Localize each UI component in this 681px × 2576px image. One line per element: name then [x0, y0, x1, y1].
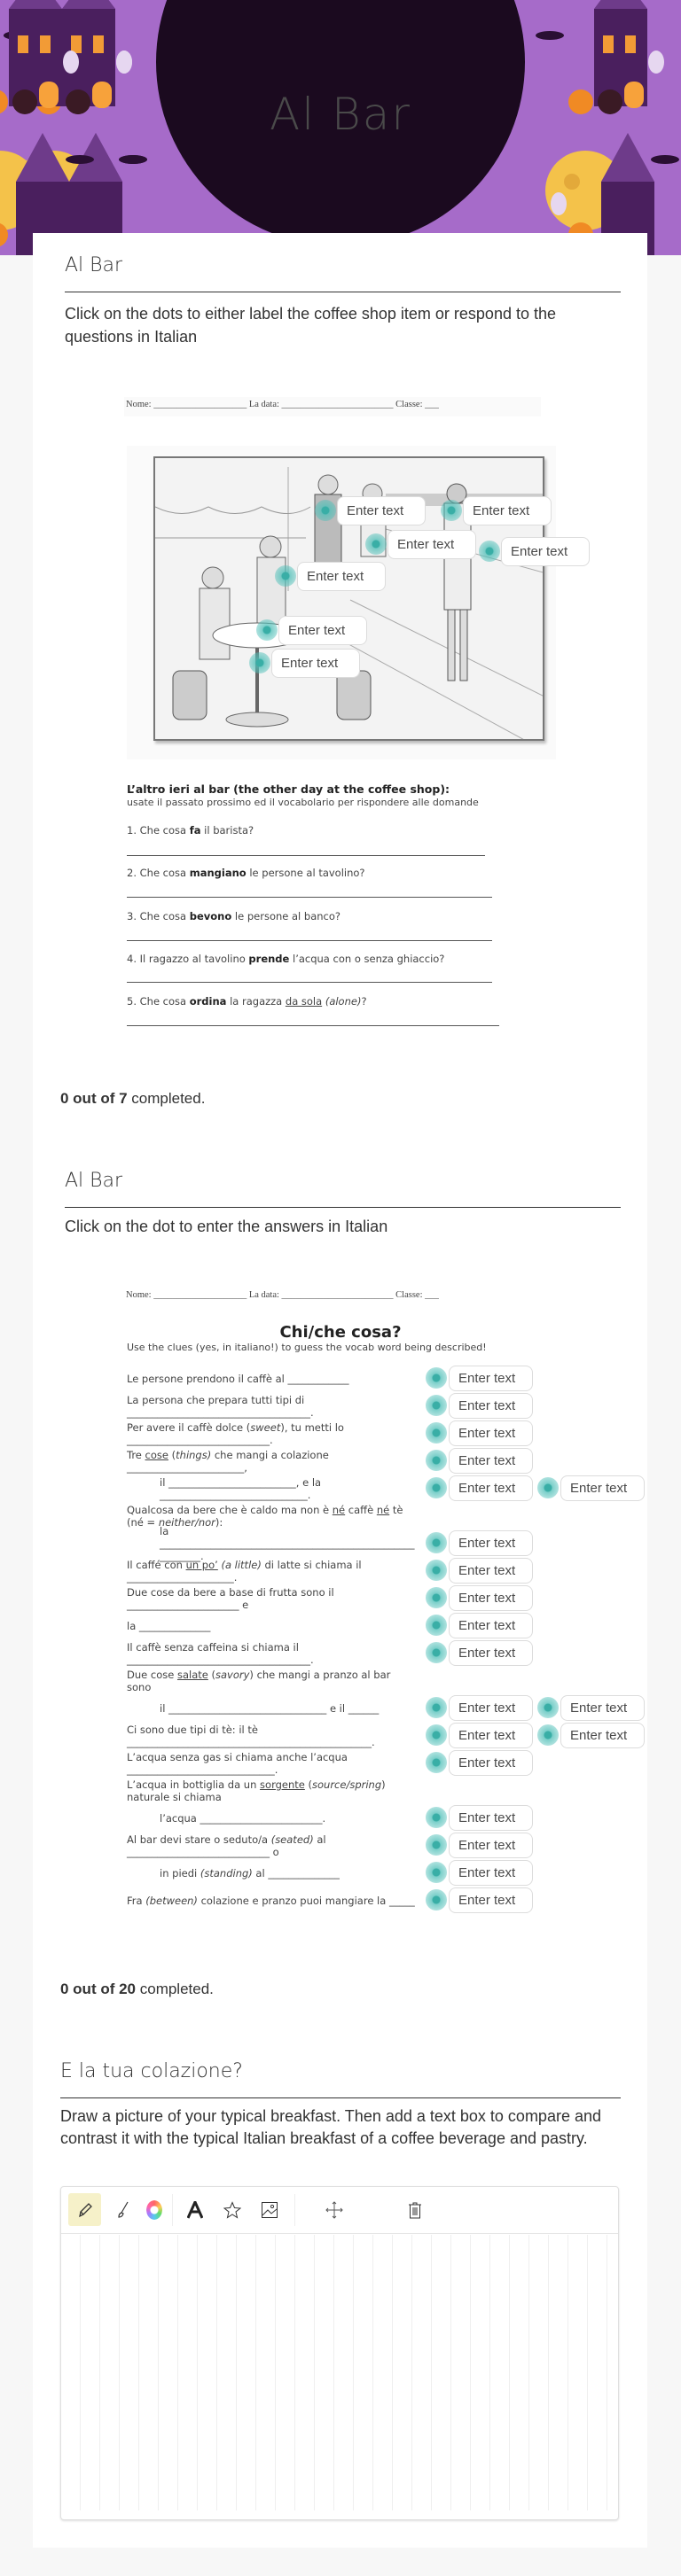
clue-line [127, 1524, 415, 1562]
text-segment: things) [176, 1448, 212, 1461]
hotspot-input[interactable] [449, 1448, 533, 1474]
worksheet-subheading: usate il passato prossimo ed il vocabolario per rispondere alle domande [127, 797, 479, 808]
color-picker-button[interactable] [137, 2193, 170, 2226]
text-segment: il _________________________, e la _____________________________. [160, 1475, 322, 1501]
banner-title: Al Bar [270, 89, 411, 140]
clue-line [127, 1392, 415, 1420]
hotspot-input[interactable] [278, 616, 367, 645]
progress-suffix: completed. [136, 1981, 214, 1997]
text-segment: al ______________ [252, 1866, 340, 1879]
hotspot-dot[interactable] [537, 1697, 559, 1718]
text-segment: Per avere il caffè dolce ( [127, 1420, 251, 1434]
clue-line [127, 1584, 415, 1612]
hotspot-dot[interactable] [426, 1587, 447, 1608]
clue-text [127, 1669, 415, 1693]
clue-text [127, 1421, 415, 1446]
clue-line [127, 1557, 415, 1584]
brush-icon [114, 2200, 132, 2220]
divider [65, 1207, 621, 1208]
brush-tool-button[interactable] [106, 2193, 139, 2226]
text-segment: cose [145, 1448, 168, 1461]
hotspot-dot[interactable] [365, 533, 387, 555]
hotspot-dot[interactable] [249, 652, 270, 673]
text-segment: (a little) [221, 1558, 262, 1571]
section-description: Click on the dots to either label the coffee shop item or respond to the questions in Italian [65, 305, 557, 346]
text-segment: la ragazza [226, 995, 286, 1008]
clue-text [127, 1895, 415, 1907]
progress-suffix: completed. [127, 1090, 206, 1107]
question-3 [127, 910, 340, 922]
clue-line [127, 1804, 415, 1832]
clue-line [127, 1722, 415, 1749]
hotspot-input[interactable] [449, 1613, 533, 1638]
hotspot-input[interactable] [449, 1860, 533, 1886]
stamp-tool-button[interactable] [215, 2193, 248, 2226]
text-segment: in piedi [160, 1866, 200, 1879]
hotspot-input[interactable] [387, 530, 476, 559]
hotspot-input[interactable] [449, 1420, 533, 1446]
text-segment: (seated) [270, 1833, 314, 1846]
text-segment: 5. Che cosa [127, 995, 190, 1008]
hotspot-input[interactable] [449, 1530, 533, 1556]
text-segment: ), tu metti lo ____________________________. [127, 1420, 344, 1446]
clue-text [127, 1449, 415, 1474]
progress-count: 0 out of 20 [60, 1981, 137, 1997]
clue-text [127, 1559, 415, 1584]
divider [60, 2097, 621, 2098]
progress-text [60, 1090, 205, 1108]
section-title: Al Bar [65, 1170, 123, 1192]
worksheet-subtitle: Use the clues (yes, in italiano!) to guess the vocab word being described! [127, 1342, 487, 1353]
star-icon [223, 2201, 241, 2219]
move-icon [325, 2201, 343, 2219]
text-segment: ( [207, 1668, 215, 1681]
hotspot-dot[interactable] [315, 500, 336, 521]
text-segment: (between) [145, 1894, 198, 1907]
text-segment: un po’ [185, 1558, 218, 1571]
clue-text [160, 1476, 415, 1501]
hotspot-dot[interactable] [426, 1532, 447, 1553]
hotspot-dot[interactable] [426, 1367, 447, 1389]
hotspot-input[interactable] [297, 562, 386, 591]
hotspot-dot[interactable] [426, 1477, 447, 1498]
text-segment: salate [176, 1668, 208, 1681]
move-tool-button[interactable] [317, 2193, 350, 2226]
text-segment: né [332, 1503, 346, 1516]
text-segment: Il caffé con [127, 1558, 186, 1571]
text-segment: la __________________________________________________________. [160, 1524, 415, 1562]
text-segment: neither/nor [158, 1515, 215, 1529]
text-segment: 1. Che cosa [127, 824, 190, 837]
hotspot-dot[interactable] [275, 565, 296, 587]
hotspot-dot[interactable] [426, 1889, 447, 1911]
clue-line [127, 1420, 415, 1447]
hotspot-dot[interactable] [426, 1615, 447, 1636]
clue-text [127, 1394, 415, 1419]
hotspot-input[interactable] [449, 1833, 533, 1858]
clue-line [127, 1887, 415, 1914]
text-segment: la ______________ [127, 1619, 211, 1632]
clue-text [127, 1586, 415, 1611]
clue-text [160, 1812, 415, 1825]
hotspot-dot[interactable] [426, 1834, 447, 1856]
section-title: E la tua colazione? [60, 2060, 243, 2082]
text-segment: savory [215, 1668, 250, 1681]
drawing-toolbar [61, 2187, 618, 2234]
text-segment: ) che mangi a pranzo al bar sono [127, 1668, 391, 1693]
drawing-canvas[interactable] [60, 2186, 619, 2520]
hotspot-input[interactable] [449, 1805, 533, 1831]
answer-line [127, 897, 492, 898]
worksheet-title: Chi/che cosa? [279, 1323, 402, 1342]
text-segment: Tre [127, 1448, 145, 1461]
hotspot-dot[interactable] [537, 1724, 559, 1746]
text-segment: L’acqua in bottiglia da un [127, 1778, 261, 1791]
hotspot-dot[interactable] [426, 1450, 447, 1471]
clue-line [127, 1832, 415, 1859]
clue-text [160, 1867, 415, 1879]
text-tool-button[interactable] [178, 2193, 211, 2226]
canvas-grid[interactable] [61, 2235, 618, 2510]
text-segment: ): [215, 1515, 223, 1529]
text-segment: ( [168, 1448, 176, 1461]
text-segment: le persone al tavolino? [246, 867, 365, 879]
text-segment: tè (né = [127, 1503, 403, 1529]
text-segment: ( [304, 1778, 313, 1791]
worksheet-header: Nome: ____________________ La data: ________________________ Classe: ___ [126, 1290, 439, 1300]
text-segment: fa [189, 824, 201, 837]
hotspot-dot[interactable] [256, 619, 278, 641]
hotspot-input[interactable] [560, 1695, 645, 1721]
text-segment: Le persone prendono il caffè al ____________ [127, 1372, 349, 1385]
hotspot-input[interactable] [501, 537, 590, 566]
hotspot-input[interactable] [449, 1393, 533, 1419]
text-segment: Ci sono due tipi di tè: il tè ________________________________________________. [127, 1723, 375, 1748]
hotspot-dot[interactable] [479, 541, 500, 562]
pencil-tool-button[interactable] [68, 2193, 101, 2226]
text-segment: da sola [285, 995, 323, 1008]
clue-line [127, 1859, 415, 1887]
text-segment: 3. Che cosa [127, 910, 190, 922]
progress-text [60, 1981, 214, 1998]
delete-button[interactable] [398, 2193, 431, 2226]
text-segment: il _______________________________ e il ______ [160, 1701, 380, 1715]
answer-line [127, 1025, 499, 1026]
text-segment: Fra [127, 1894, 146, 1907]
text-segment: 2. Che cosa [127, 867, 190, 879]
clue-line [127, 1694, 415, 1722]
hotspot-dot[interactable] [426, 1697, 447, 1718]
hotspot-dot[interactable] [426, 1807, 447, 1828]
clue-text [127, 1373, 415, 1385]
hotspot-dot[interactable] [426, 1724, 447, 1746]
clue-text [127, 1778, 415, 1803]
hotspot-input[interactable] [449, 1366, 533, 1391]
text-segment: La persona che prepara tutti tipi di ____________________________________. [127, 1393, 314, 1419]
clue-line [127, 1667, 415, 1694]
clue-text [127, 1641, 415, 1666]
hotspot-input[interactable] [449, 1640, 533, 1666]
text-segment: il barista? [200, 824, 254, 837]
question-2 [127, 867, 365, 879]
hotspot-input[interactable] [449, 1558, 533, 1584]
hotspot-input[interactable] [449, 1585, 533, 1611]
image-icon [261, 2201, 278, 2219]
hotspot-input[interactable] [449, 1695, 533, 1721]
trash-icon [408, 2201, 422, 2219]
question-5 [127, 995, 367, 1008]
clue-line [127, 1612, 415, 1639]
hotspot-input[interactable] [560, 1475, 645, 1501]
hotspot-input[interactable] [449, 1475, 533, 1501]
text-segment: l’acqua ________________________. [160, 1811, 326, 1825]
hotspot-input[interactable] [449, 1750, 533, 1776]
clue-line [127, 1777, 415, 1804]
toolbar-divider [294, 2194, 295, 2226]
text-segment: al ____________________________ o [127, 1833, 326, 1858]
section-title: Al Bar [65, 254, 123, 276]
hotspot-input[interactable] [337, 496, 426, 525]
pencil-icon [76, 2201, 94, 2219]
text-segment: sweet [250, 1420, 281, 1434]
clue-line [127, 1749, 415, 1777]
progress-count: 0 out of 7 [60, 1090, 128, 1107]
hotspot-dot[interactable] [426, 1395, 447, 1416]
text-segment: mangiano [189, 867, 247, 879]
answer-line [127, 855, 485, 856]
hotspot-dot[interactable] [426, 1752, 447, 1773]
text-segment: (alone) [325, 995, 362, 1008]
text-segment: Due cose [127, 1668, 177, 1681]
text-segment: le persone al banco? [231, 910, 340, 922]
section-description: Click on the dot to enter the answers in Italian [65, 1218, 388, 1235]
answer-line [127, 940, 492, 941]
text-segment: sorgente [260, 1778, 305, 1791]
image-tool-button[interactable] [253, 2193, 286, 2226]
hotspot-dot[interactable] [426, 1422, 447, 1444]
header-banner [0, 0, 681, 255]
text-segment: Due cose da bere a base di frutta sono il ______________________ e [127, 1585, 334, 1611]
text-segment: ordina [189, 995, 227, 1008]
section-description: Draw a picture of your typical breakfast. Then add a text box to compare and contrast it with the typical Italian breakfast of a coffee beverage and pastry. [60, 2107, 601, 2147]
text-segment: Al bar devi stare o seduto/a [127, 1833, 271, 1846]
hotspot-input[interactable] [271, 649, 360, 678]
text-icon [187, 2201, 203, 2219]
text-segment: 4. Il ragazzo al tavolino [127, 953, 249, 965]
clue-line [127, 1639, 415, 1667]
hotspot-dot[interactable] [426, 1560, 447, 1581]
text-segment: colazione e pranzo puoi mangiare la _____ [197, 1894, 415, 1907]
text-segment: né [376, 1503, 390, 1516]
text-segment: ) naturale si chiama [127, 1778, 386, 1803]
text-segment: prende [248, 953, 290, 965]
question-4 [127, 953, 444, 965]
text-segment: di latte si chiama il _____________________. [127, 1558, 362, 1584]
hotspot-input[interactable] [449, 1723, 533, 1748]
clue-text [127, 1833, 415, 1858]
clue-line [127, 1475, 415, 1502]
toolbar-divider [172, 2194, 173, 2226]
clue-text [160, 1702, 415, 1715]
clue-text [127, 1751, 415, 1776]
hotspot-input[interactable] [463, 496, 552, 525]
question-1 [127, 824, 254, 837]
text-segment: Qualcosa da bere che è caldo ma non è [127, 1503, 333, 1516]
text-segment: bevono [189, 910, 232, 922]
hotspot-dot[interactable] [441, 500, 462, 521]
hotspot-dot[interactable] [426, 1642, 447, 1663]
answer-line [127, 982, 492, 983]
worksheet-header: Nome: ____________________ La data: ________________________ Classe: ___ [126, 400, 439, 409]
clue-line [127, 1365, 415, 1392]
text-segment: ? [361, 995, 367, 1008]
text-segment: che mangi a colazione _______________________, [127, 1448, 329, 1474]
text-segment: l’acqua con o senza ghiaccio? [289, 953, 445, 965]
color-wheel-icon [146, 2200, 162, 2220]
hotspot-dot[interactable] [537, 1477, 559, 1498]
text-segment: L’acqua senza gas si chiama anche l’acqua _____________________________. [127, 1750, 348, 1776]
clue-text [127, 1724, 415, 1748]
text-segment: Il caffè senza caffeina si chiama il ____________________________________. [127, 1640, 314, 1666]
hotspot-input[interactable] [560, 1723, 645, 1748]
worksheet-heading: L’altro ieri al bar (the other day at the coffee shop): [127, 782, 450, 796]
text-segment: (standing) [200, 1866, 253, 1879]
clue-text [127, 1620, 415, 1632]
hotspot-input[interactable] [449, 1887, 533, 1913]
text-segment: caffè [345, 1503, 377, 1516]
hotspot-dot[interactable] [426, 1862, 447, 1883]
text-segment: source/spring [312, 1778, 382, 1791]
clue-line [127, 1447, 415, 1475]
